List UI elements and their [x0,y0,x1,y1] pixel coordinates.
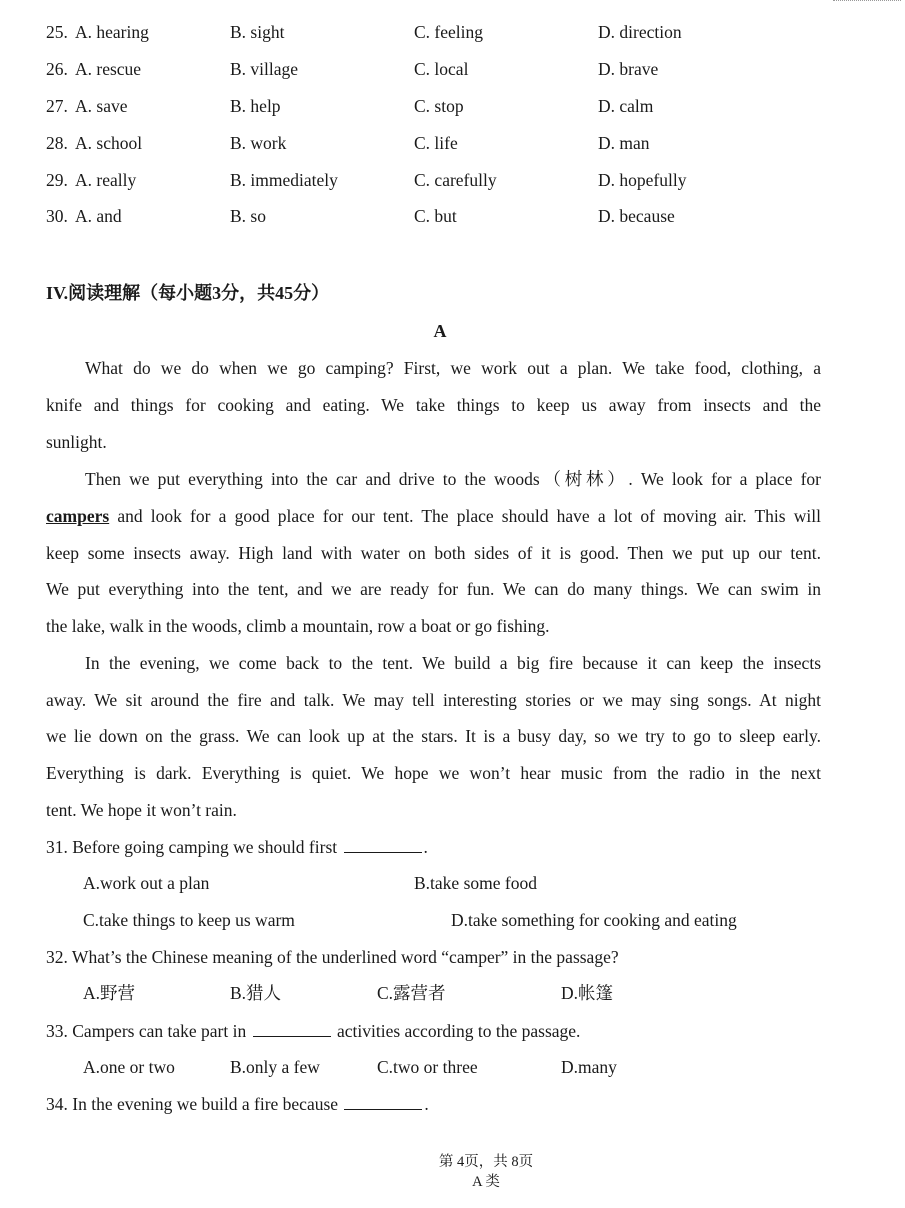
question-number: 25. [46,22,68,42]
option-d: D.帐篷 [561,983,614,1003]
option-a: A.野营 [83,983,136,1003]
option-c: C.露营者 [377,983,446,1003]
option-c: C. local [414,59,469,79]
underlined-word-campers: campers [46,506,110,526]
question-number: 29. [46,170,68,190]
option-d: D. direction [598,22,682,42]
passage-line: we lie down on the grass. We can look up at the stars. It is a busy day, so we try to go to sleep early. [46,726,821,746]
option-d: D. calm [598,96,654,116]
answer-blank [344,1093,422,1110]
option-d: D. man [598,133,650,153]
passage-line: keep some insects away. High land with water on both sides of it is good. Then we put up our tent. [46,543,821,563]
question-stem: 31. Before going camping we should first [46,837,338,857]
option-c: C. feeling [414,22,484,42]
question-34 [46,1092,429,1116]
passage-line: Everything is dark. Everything is quiet. We hope we won’t hear music from the radio in the next [46,763,821,783]
option-b: B. work [230,133,287,153]
page-number: 第 4页，共 8页 [438,1154,534,1170]
corner-dotted-mark [833,0,901,3]
punctuation: . [423,837,428,857]
passage-line: In the evening, we come back to the tent. We build a big fire because it can keep the insects [85,653,821,673]
option-c: C. but [414,206,457,226]
passage-line: tent. We hope it won’t rain. [46,800,237,820]
question-number: 27. [46,96,68,116]
option-d: D. because [598,206,675,226]
passage-line: What do we do when we go camping? First, we work out a plan. We take food, clothing, a [85,358,821,378]
passage-label: A [433,321,447,341]
option-b: B. so [230,206,266,226]
question-number: 26. [46,59,68,79]
option-d: D.take something for cooking and eating [451,910,737,930]
option-a: A. and [75,206,122,226]
option-b: B. village [230,59,299,79]
punctuation: . [424,1094,429,1114]
paper-category: A 类 [472,1174,500,1190]
passage-line [46,504,821,528]
question-32: 32. What’s the Chinese meaning of the underlined word “camper” in the passage? [46,947,619,967]
option-a: A.work out a plan [83,873,210,893]
option-d: D. hopefully [598,170,687,190]
question-stem: 33. Campers can take part in [46,1021,247,1041]
question-number: 28. [46,133,68,153]
passage-line: the lake, walk in the woods, climb a mountain, row a boat or go fishing. [46,616,550,636]
option-c: C.take things to keep us warm [83,910,295,930]
question-stem: 34. In the evening we build a fire because [46,1094,339,1114]
option-d: D. brave [598,59,659,79]
option-a: A. hearing [75,22,149,42]
question-number: 30. [46,206,68,226]
option-b: B.猎人 [230,983,282,1003]
passage-text: and look for a good place for our tent. The place should have a lot of moving air. This will [109,506,821,526]
option-b: B.take some food [414,873,537,893]
option-b: B. sight [230,22,285,42]
option-c: C.two or three [377,1057,478,1077]
passage-line: Then we put everything into the car and drive to the woods（树林）. We look for a place for [85,469,821,489]
option-b: B. immediately [230,170,338,190]
section-title: IV.阅读理解（每小题3分，共45分） [46,283,330,303]
question-stem-after: activities according to the passage. [336,1021,581,1041]
question-31 [46,835,428,859]
passage-line: away. We sit around the fire and talk. We may tell interesting stories or we may sing songs. At night [46,690,821,710]
option-d: D.many [561,1057,617,1077]
question-33 [46,1019,580,1043]
option-a: A. really [75,170,137,190]
option-a: A. rescue [75,59,142,79]
option-b: B. help [230,96,281,116]
passage-line: We put everything into the tent, and we are ready for fun. We can do many things. We can swim in [46,579,821,599]
answer-blank [253,1020,331,1037]
option-a: A. school [75,133,143,153]
passage-line: sunlight. [46,432,107,452]
option-c: C. life [414,133,458,153]
option-b: B.only a few [230,1057,320,1077]
option-c: C. carefully [414,170,497,190]
option-c: C. stop [414,96,464,116]
answer-blank [344,836,422,853]
option-a: A. save [75,96,128,116]
passage-line: knife and things for cooking and eating. We take things to keep us away from insects and the [46,395,821,415]
option-a: A.one or two [83,1057,175,1077]
